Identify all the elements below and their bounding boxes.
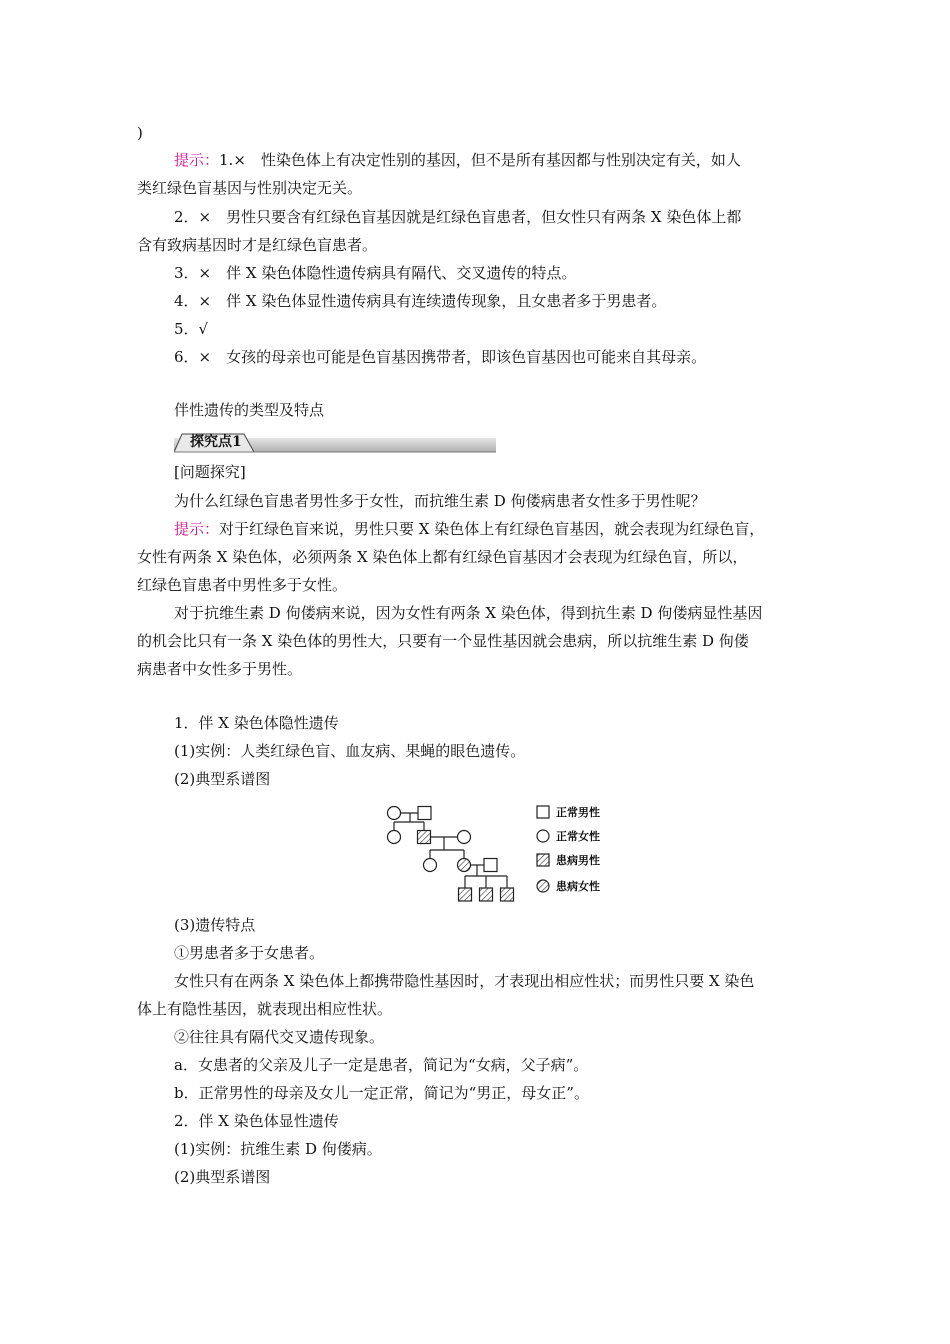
line-23: 女性只有在两条 X 染色体上都携带隐性基因时，才表现出相应性状；而男性只要 X 染色 [174, 972, 755, 990]
line-22: ①男患者多于女患者。 [174, 944, 325, 962]
line-0: ) [137, 124, 143, 142]
legend-affected-male-icon [537, 854, 549, 866]
line-18: 1．伴 X 染色体隐性遗传 [174, 714, 339, 732]
legend-normal-male: 正常男性 [556, 806, 600, 819]
line-17: 病患者中女性多于男性。 [137, 660, 303, 678]
line-16: 的机会比只有一条 X 染色体的男性大，只要有一个显性基因就会患病，所以抗维生素 D 佝偻 [137, 632, 749, 650]
line-21: (3)遗传特点 [174, 916, 256, 934]
hint-text: 1.× 性染色体上有决定性别的基因，但不是所有基因都与性别决定有关，如人 [219, 151, 741, 169]
legend-affected-male: 患病男性 [556, 854, 600, 867]
gen2-affected-male [418, 831, 431, 844]
line-27: b．正常男性的母亲及女儿一定正常，简记为“男正，母女正”。 [174, 1084, 589, 1102]
line-5: 3．× 伴 X 染色体隐性遗传病具有隔代、交叉遗传的特点。 [174, 264, 577, 282]
line-7: 5．√ [174, 320, 209, 338]
gen4-affected-male-2 [480, 888, 493, 901]
hint-label: 提示： [174, 151, 220, 169]
line-30: (2)典型系谱图 [174, 1168, 271, 1186]
legend-affected-female: 患病女性 [556, 880, 600, 893]
legend-normal-male-icon [537, 806, 549, 818]
line-24: 体上有隐性基因，就表现出相应性状。 [137, 1000, 393, 1018]
line-8: 6．× 女孩的母亲也可能是色盲基因携带者，即该色盲基因也可能来自其母亲。 [174, 348, 707, 366]
line-14: 红绿色盲患者中男性多于女性。 [137, 576, 348, 594]
line-2: 类红绿色盲基因与性别决定无关。 [137, 179, 363, 197]
gen2-female [388, 831, 401, 844]
hint-label: 提示： [174, 520, 220, 538]
line-29: (1)实例：抗维生素 D 佝偻病。 [174, 1140, 382, 1158]
gen2-wife [458, 831, 471, 844]
line-11: 为什么红绿色盲患者男性多于女性，而抗维生素 D 佝偻病患者女性多于男性呢？ [174, 492, 706, 510]
line-26: a．女患者的父亲及儿子一定是患者，简记为“女病，父子病”。 [174, 1056, 589, 1074]
gen1-female [388, 807, 401, 820]
section-heading: 伴性遗传的类型及特点 [174, 401, 325, 419]
hint-text: 对于红绿色盲来说，男性只要 X 染色体上有红绿色盲基因，就会表现为红绿色盲， [219, 520, 765, 538]
gen3-female [424, 859, 437, 872]
legend-affected-female-icon [537, 880, 549, 892]
line-4: 含有致病基因时才是红绿色盲患者。 [137, 236, 378, 254]
gen3-male [484, 859, 497, 872]
hint-line-12 [174, 519, 764, 539]
line-25: ②往往具有隔代交叉遗传现象。 [174, 1028, 385, 1046]
gen1-male [418, 807, 431, 820]
legend-normal-female: 正常女性 [556, 830, 600, 843]
line-10: [问题探究] [174, 463, 246, 481]
section-bar [174, 432, 496, 454]
line-6: 4．× 伴 X 染色体显性遗传病具有连续遗传现象，且女患者多于男患者。 [174, 292, 667, 310]
gen4-affected-male-1 [459, 888, 472, 901]
hint-line-1 [174, 150, 741, 170]
line-19: (1)实例：人类红绿色盲、血友病、果蝇的眼色遗传。 [174, 742, 526, 760]
gen4-affected-male-3 [501, 888, 514, 901]
legend-normal-female-icon [537, 830, 549, 842]
section-label: 探究点1 [190, 434, 242, 450]
line-20: (2)典型系谱图 [174, 770, 271, 788]
line-13: 女性有两条 X 染色体，必须两条 X 染色体上都有红绿色盲基因才会表现为红绿色盲，所以， [137, 548, 748, 566]
line-15: 对于抗维生素 D 佝偻病来说，因为女性有两条 X 染色体，得到抗生素 D 佝偻病显性基因 [174, 604, 763, 622]
line-3: 2．× 男性只要含有红绿色盲基因就是红绿色盲患者，但女性只有两条 X 染色体上都 [174, 208, 742, 226]
gen3-carrier-female [458, 859, 471, 872]
line-28: 2．伴 X 染色体显性遗传 [174, 1112, 339, 1130]
